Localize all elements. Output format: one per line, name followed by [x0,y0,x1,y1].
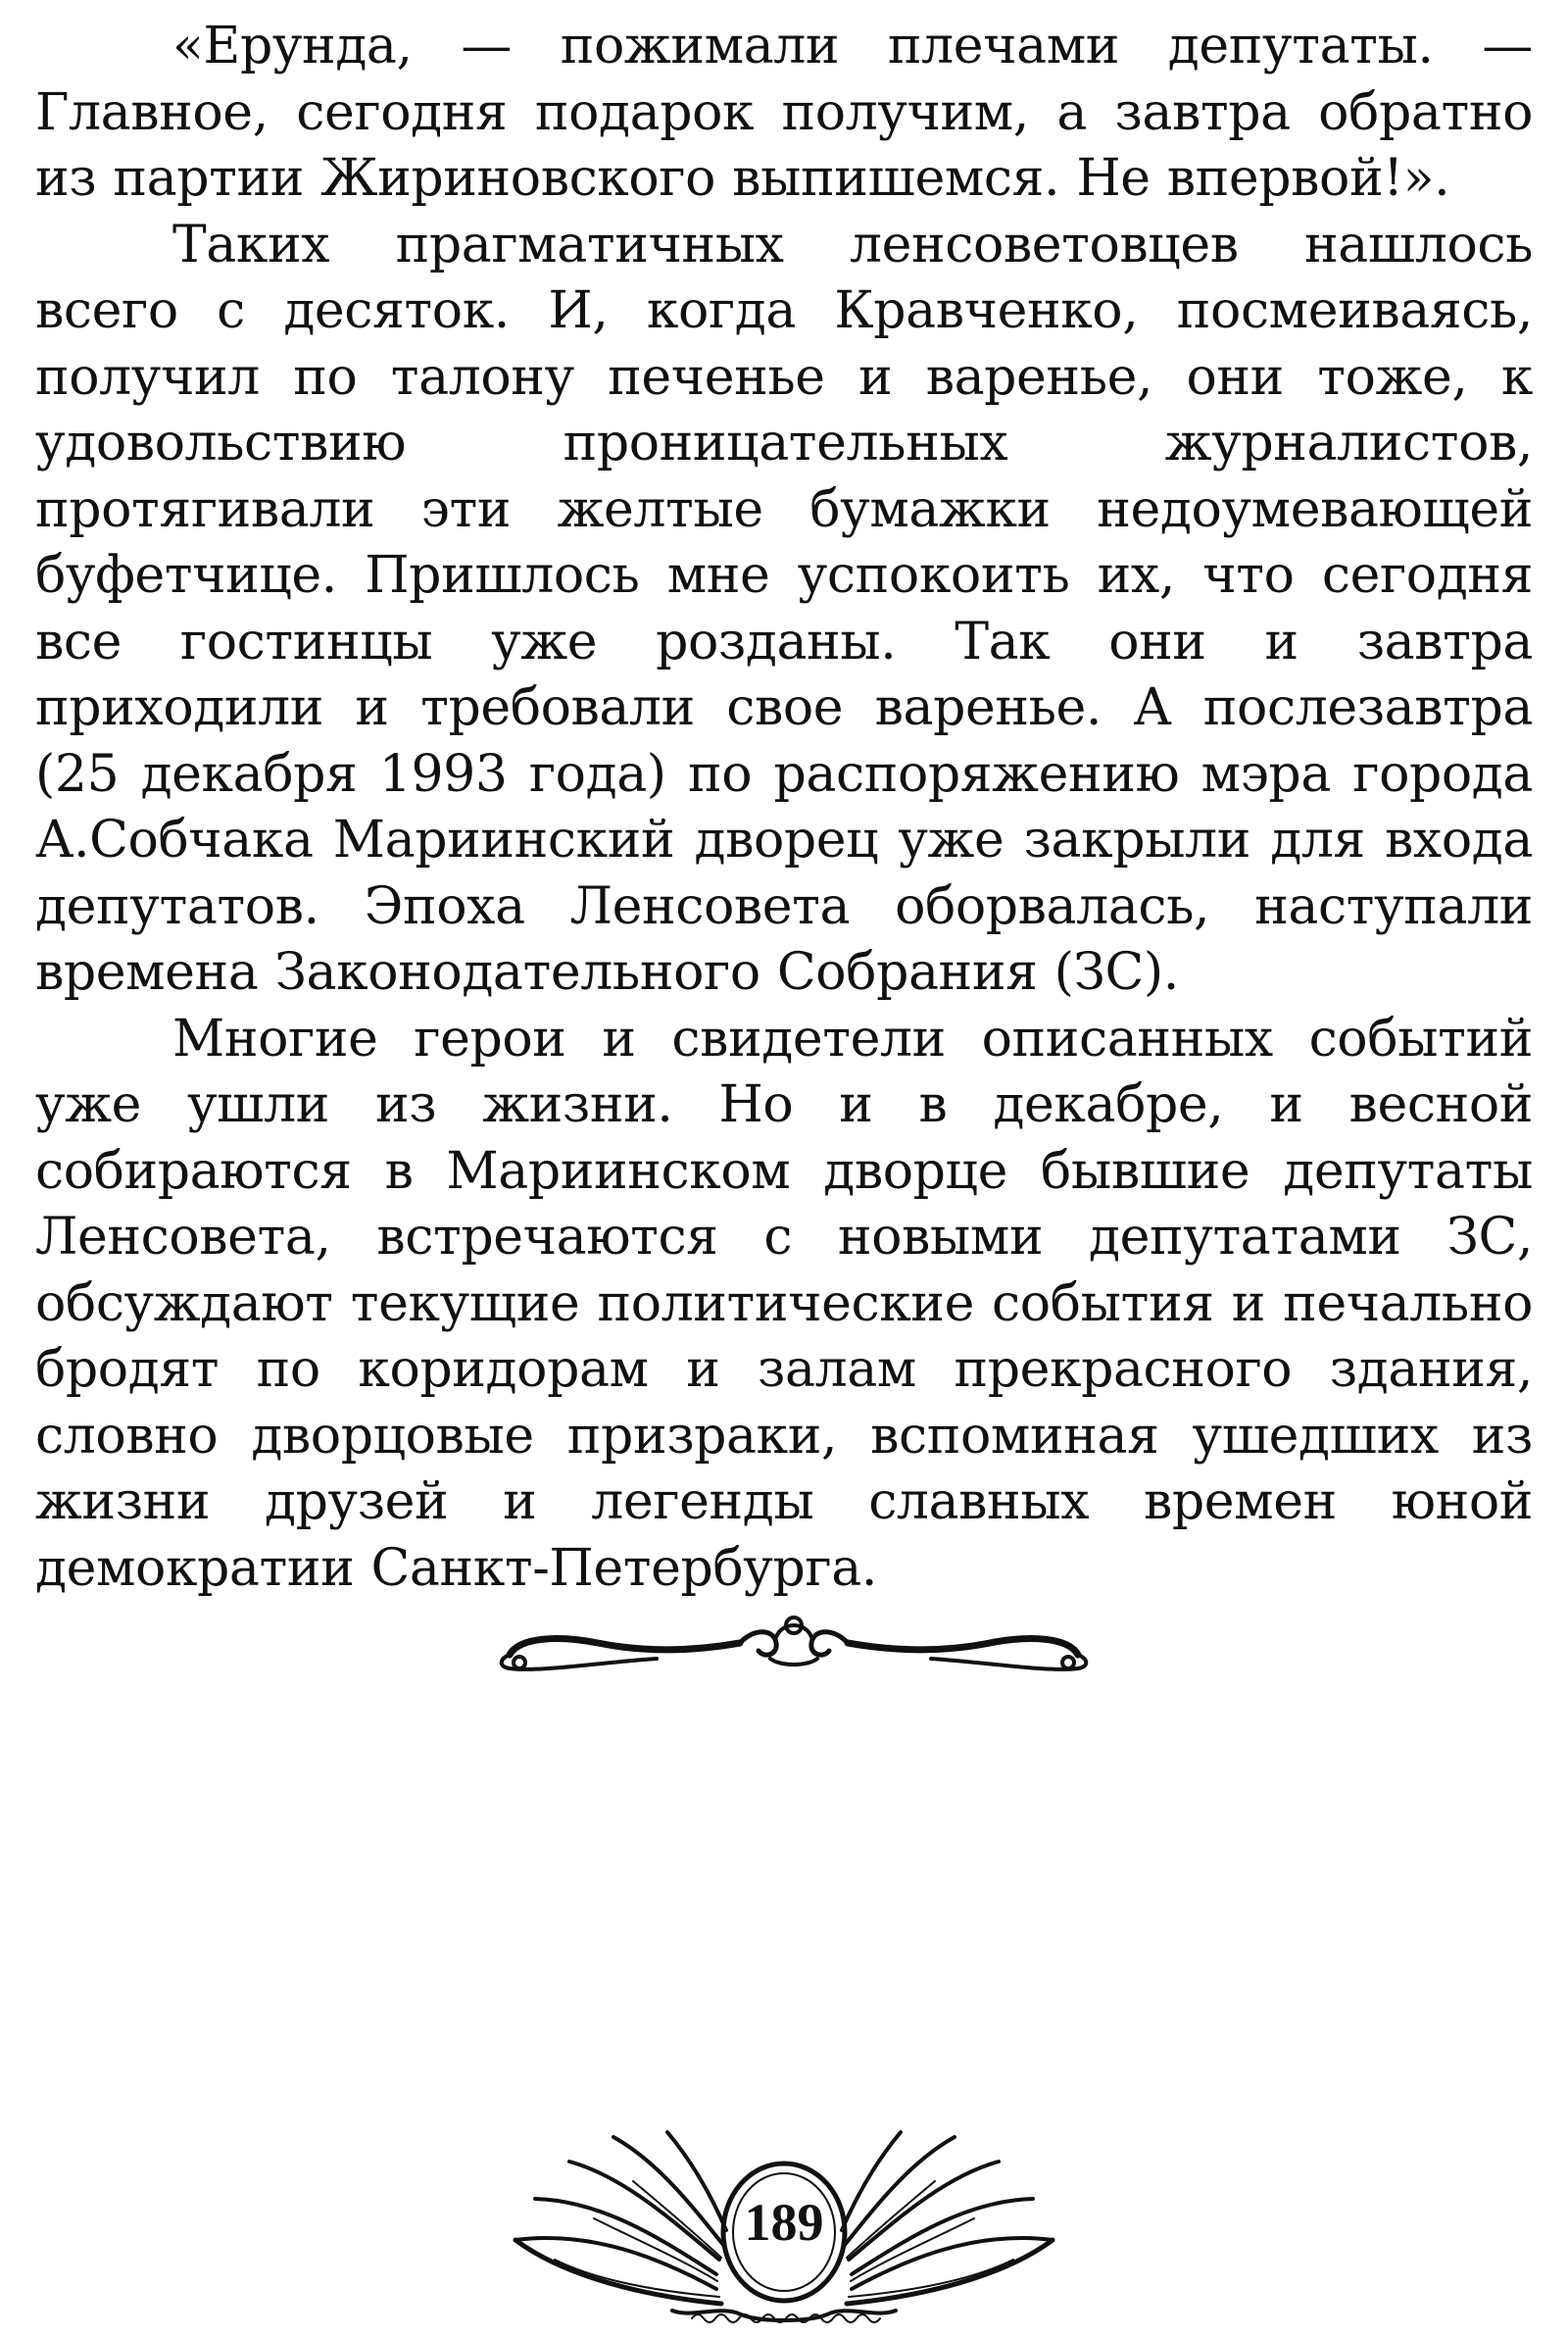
paragraph-2: Таких прагматичных ленсоветовцев нашлось всего с десяток. И, когда Кравченко, посмеиваясь, получил по талону печенье и варенье, они тоже, к удовольствию проницательных журналистов, протягивали эти желтые бумажки недоумевающей буфетчице. Пришлось мне успокоить их, что сегодня все гостинцы уже розданы. Так они и завтра приходили и требовали свое варенье. А послезавтра (25 декабря 1993 года) по распоряжению мэра города А.Собчака Мариинский дворец уже закрыли для входа депутатов. Эпоха Ленсовета оборвалась, наступали времена Законодательного Собрания (ЗС). [35,215,1533,1002]
page-number: 189 [744,2193,824,2252]
page-folio [496,2122,1072,2323]
paragraph-3: Многие герои и свидетели описанных событий уже ушли из жизни. Но и в декабре, и весной собираются в Мариинском дворце бывшие депутаты Ленсовета, встречаются с новыми депутатами ЗС, обсуждают текущие политические события и печально бродят по коридорам и залам прекрасного здания, словно дворцовые призраки, вспоминая ушедших из жизни друзей и легенды славных времен юной демократии Санкт-Петербурга. [35,1009,1533,1598]
flourish-divider-icon [480,1608,1107,1686]
body-text [35,14,1533,1602]
paragraph-1: «Ерунда, — пожимали плечами депутаты. — Главное, сегодня подарок получим, а завтра обратно из партии Жириновского выпишемся. Не впервой!». [35,17,1533,208]
